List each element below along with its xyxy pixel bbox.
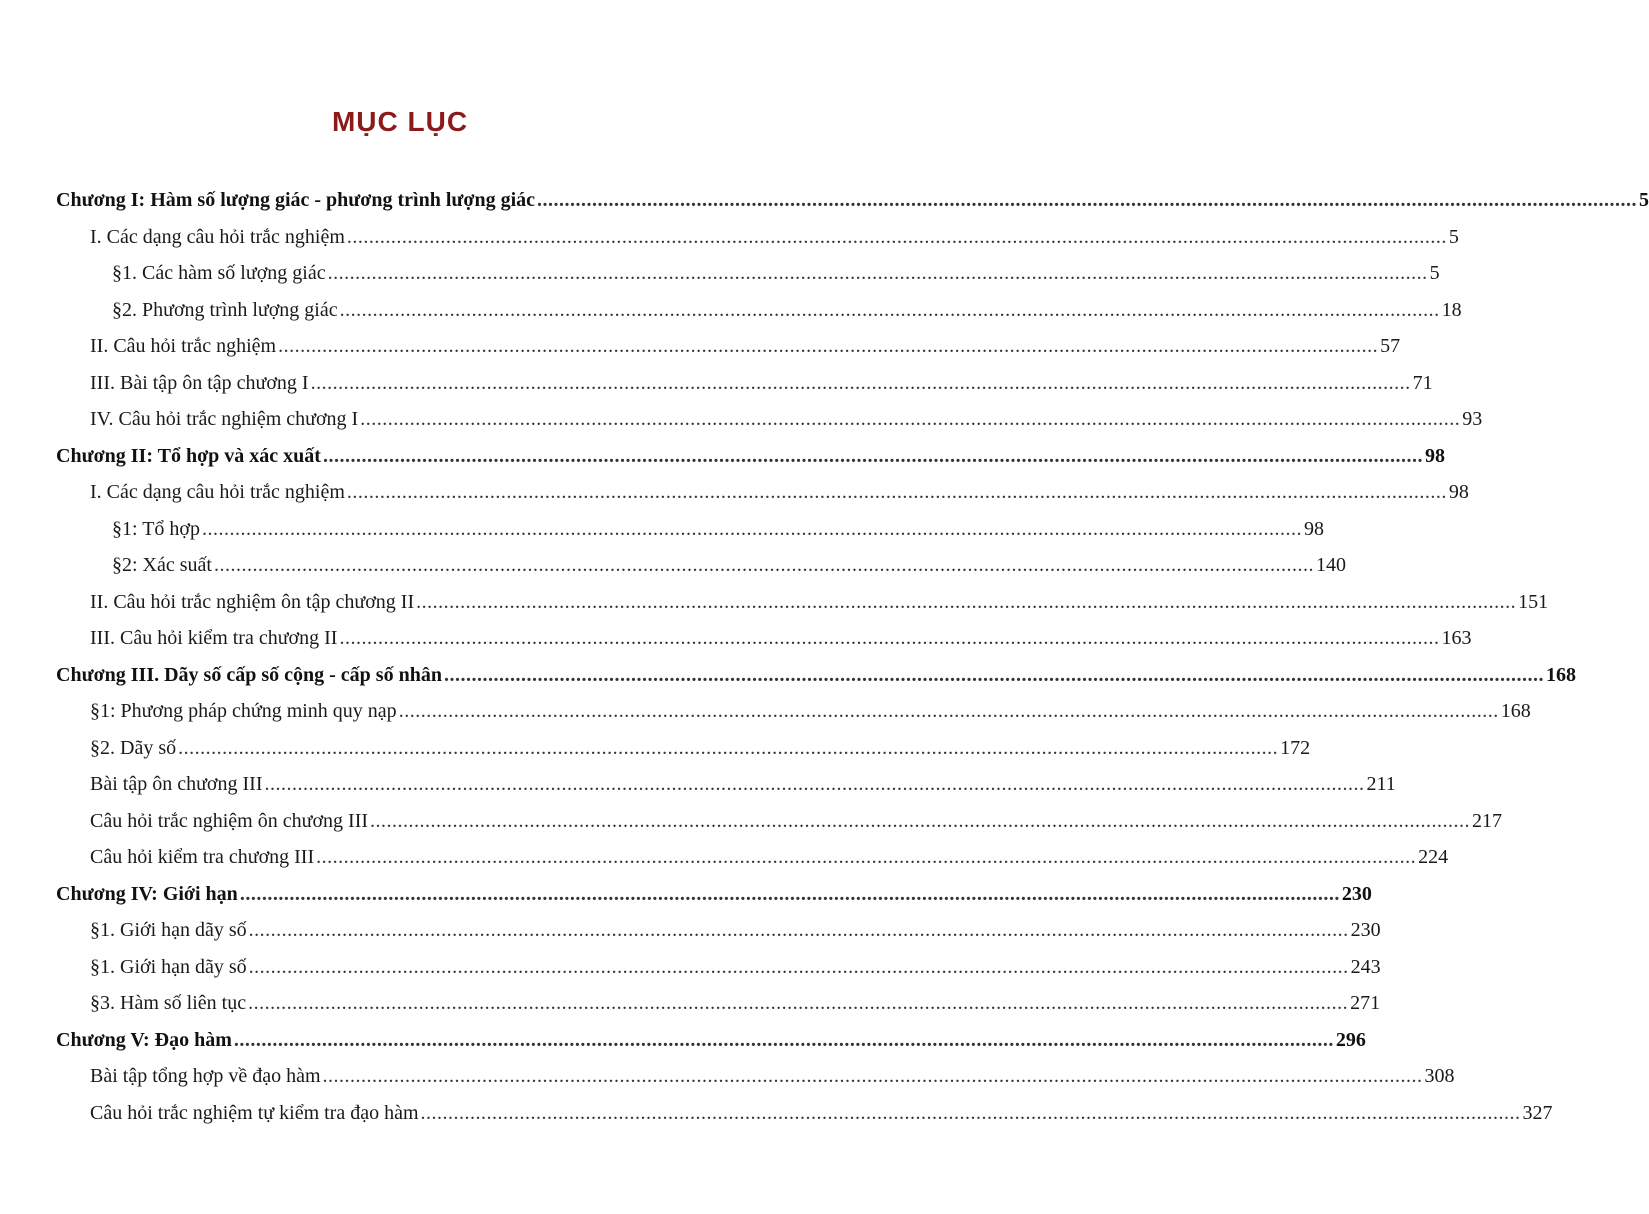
toc-entry-label: §1. Giới hạn dãy số	[90, 919, 247, 941]
dot-leader: ........................................................................................................................................................................................................	[398, 700, 1499, 722]
toc-entry	[90, 474, 1469, 510]
toc-entry-label: §1: Tổ hợp	[112, 518, 200, 540]
toc-entry-label: II. Câu hỏi trắc nghiệm	[90, 335, 277, 357]
toc-entry-page-number: 230	[1350, 919, 1381, 941]
toc-entry-label: Chương II: Tổ hợp và xác xuất	[56, 445, 321, 467]
toc-entry	[90, 730, 1311, 766]
dot-leader: ........................................................................................................................................................................................................	[248, 956, 1349, 978]
toc-entry-page-number: 308	[1424, 1065, 1455, 1087]
dot-leader: ........................................................................................................................................................................................................	[360, 408, 1461, 430]
toc-entry-page-number: 224	[1418, 846, 1449, 868]
toc-entry	[112, 292, 1462, 328]
toc-entry-label: I. Các dạng câu hỏi trắc nghiệm	[90, 226, 345, 248]
dot-leader: ........................................................................................................................................................................................................	[213, 554, 1314, 576]
toc-entry-label: Câu hỏi kiểm tra chương III	[90, 846, 315, 868]
dot-leader: ........................................................................................................................................................................................................	[416, 591, 1517, 613]
toc-entry-label: Chương I: Hàm số lượng giác - phương trình lượng giác	[56, 189, 536, 211]
toc-entry-page-number: 71	[1412, 372, 1433, 394]
toc-entry	[90, 949, 1381, 985]
toc-entry-page-number: 172	[1280, 737, 1311, 759]
toc-entry-label: Câu hỏi trắc nghiệm ôn chương III	[90, 810, 369, 832]
dot-leader: ........................................................................................................................................................................................................	[339, 299, 1440, 321]
toc-entry	[90, 219, 1459, 255]
toc-chapter-entry	[56, 438, 1445, 474]
dot-leader: ........................................................................................................................................................................................................	[310, 372, 1411, 394]
toc-chapter-entry	[56, 182, 1649, 218]
dot-leader: ........................................................................................................................................................................................................	[248, 919, 1349, 941]
toc-title: MỤC LỤC	[331, 106, 469, 137]
toc-entry-label: Bài tập tổng hợp về đạo hàm	[90, 1065, 321, 1087]
toc-entry-page-number: 168	[1500, 700, 1531, 722]
toc-entry	[112, 547, 1346, 583]
toc-entry-label: Chương V: Đạo hàm	[56, 1029, 232, 1051]
toc-entry	[90, 766, 1396, 802]
toc-entry-page-number: 98	[1424, 445, 1445, 467]
toc-entry	[90, 365, 1433, 401]
dot-leader: ........................................................................................................................................................................................................	[537, 189, 1638, 211]
toc-entry-label: §2. Dãy số	[90, 737, 177, 759]
toc-entry-label: III. Bài tập ôn tập chương I	[90, 372, 309, 394]
toc-entry-page-number: 271	[1350, 992, 1381, 1014]
toc-entry	[90, 693, 1531, 729]
toc-entry-page-number: 98	[1304, 518, 1324, 540]
toc-entry-page-number: 93	[1462, 408, 1483, 430]
dot-leader: ........................................................................................................................................................................................................	[202, 518, 1302, 540]
toc-entry	[90, 1095, 1553, 1131]
toc-entry-page-number: 5	[1429, 262, 1440, 284]
toc-entry-page-number: 18	[1441, 299, 1462, 321]
toc-entry-page-number: 151	[1518, 591, 1549, 613]
dot-leader: ........................................................................................................................................................................................................	[316, 846, 1417, 868]
toc-entry-label: Câu hỏi trắc nghiệm tự kiểm tra đạo hàm	[90, 1102, 419, 1124]
toc-entry	[90, 620, 1472, 656]
dot-leader: ........................................................................................................................................................................................................	[322, 1065, 1423, 1087]
dot-leader: ........................................................................................................................................................................................................	[370, 810, 1471, 832]
dot-leader: ........................................................................................................................................................................................................	[339, 627, 1440, 649]
toc-entry-page-number: 98	[1448, 481, 1469, 503]
toc-entry	[90, 803, 1503, 839]
toc-entry-page-number: 168	[1545, 664, 1576, 686]
toc-entry-page-number: 230	[1341, 883, 1372, 905]
toc-entry-page-number: 296	[1335, 1029, 1366, 1051]
dot-leader: ........................................................................................................................................................................................................	[178, 737, 1279, 759]
toc-entry-page-number: 5	[1639, 189, 1649, 211]
dot-leader: ........................................................................................................................................................................................................	[239, 883, 1340, 905]
toc-entry-page-number: 140	[1315, 554, 1346, 576]
dot-leader: ........................................................................................................................................................................................................	[443, 664, 1544, 686]
toc-entry-label: §2: Xác suất	[112, 554, 212, 576]
dot-leader: ........................................................................................................................................................................................................	[248, 992, 1349, 1014]
toc-entry-label: I. Các dạng câu hỏi trắc nghiệm	[90, 481, 345, 503]
toc-entry-label: §2. Phương trình lượng giác	[112, 299, 338, 321]
toc-chapter-entry	[56, 876, 1372, 912]
dot-leader: ........................................................................................................................................................................................................	[322, 445, 1423, 467]
toc-entry	[90, 839, 1449, 875]
toc-chapter-entry	[56, 657, 1576, 693]
toc-entry-label: Chương IV: Giới hạn	[56, 883, 238, 905]
toc-entry-page-number: 243	[1350, 956, 1381, 978]
toc-entry-label: §3. Hàm số liên tục	[90, 992, 247, 1014]
toc-entry	[90, 1058, 1455, 1094]
dot-leader: ........................................................................................................................................................................................................	[346, 481, 1447, 503]
toc-entry-label: IV. Câu hỏi trắc nghiệm chương I	[90, 408, 359, 430]
toc-entry	[90, 584, 1549, 620]
dot-leader: ........................................................................................................................................................................................................	[278, 335, 1379, 357]
toc-entry-page-number: 327	[1522, 1102, 1553, 1124]
toc-entry-label: §1. Giới hạn dãy số	[90, 956, 247, 978]
toc-entry	[112, 511, 1324, 547]
toc-entry-page-number: 211	[1366, 773, 1396, 795]
toc-entry	[112, 255, 1440, 291]
toc-entry	[90, 328, 1401, 364]
toc-chapter-entry	[56, 1022, 1366, 1058]
toc-entry-page-number: 217	[1472, 810, 1503, 832]
toc-entry-page-number: 163	[1441, 627, 1472, 649]
toc-entry-page-number: 57	[1380, 335, 1401, 357]
toc-entry-label: II. Câu hỏi trắc nghiệm ôn tập chương II	[90, 591, 415, 613]
dot-leader: ........................................................................................................................................................................................................	[346, 226, 1447, 248]
toc-entry-page-number: 5	[1448, 226, 1459, 248]
dot-leader: ........................................................................................................................................................................................................	[233, 1029, 1334, 1051]
toc-entry	[90, 912, 1381, 948]
toc-entry-label: III. Câu hỏi kiểm tra chương II	[90, 627, 338, 649]
toc-entry-label: §1. Các hàm số lượng giác	[112, 262, 326, 284]
toc-entry	[90, 985, 1381, 1021]
toc-entry-label: Bài tập ôn chương III	[90, 773, 263, 795]
toc-entry-label: Chương III. Dãy số cấp số cộng - cấp số nhân	[56, 664, 442, 686]
dot-leader: ........................................................................................................................................................................................................	[264, 773, 1365, 795]
toc-entry	[90, 401, 1483, 437]
toc-entry-label: §1: Phương pháp chứng minh quy nạp	[90, 700, 397, 722]
dot-leader: ........................................................................................................................................................................................................	[420, 1102, 1521, 1124]
dot-leader: ........................................................................................................................................................................................................	[327, 262, 1428, 284]
